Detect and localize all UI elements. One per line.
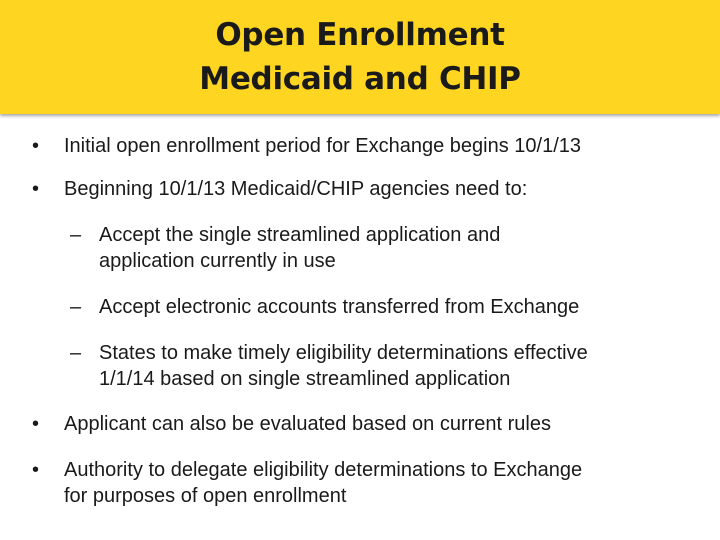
bullet-item-agencies-need-to xyxy=(32,176,527,202)
bullet-marker: • xyxy=(32,459,40,481)
sub-item-accept-application xyxy=(70,222,500,274)
dash-marker: – xyxy=(70,224,82,246)
sub-item-text-line-1: Accept the single streamlined application and xyxy=(99,224,501,246)
bullet-item-current-rules xyxy=(32,411,551,437)
sub-item-accept-electronic-accounts xyxy=(70,294,579,320)
dash-marker: – xyxy=(70,342,82,364)
bullet-text-line-2: for purposes of open enrollment xyxy=(64,485,347,507)
sub-item-timely-determinations xyxy=(70,340,588,392)
bullet-marker: • xyxy=(32,135,40,157)
bullet-text-line-1: Authority to delegate eligibility determinations to Exchange xyxy=(64,459,583,481)
slide-title-line-1: Open Enrollment xyxy=(215,17,505,53)
sub-item-text-line-2: application currently in use xyxy=(99,250,336,272)
bullet-text: Beginning 10/1/13 Medicaid/CHIP agencies need to: xyxy=(64,178,528,200)
bullet-marker: • xyxy=(32,178,40,200)
bullet-text: Initial open enrollment period for Exchange begins 10/1/13 xyxy=(64,135,582,157)
bullet-marker: • xyxy=(32,413,40,435)
bullet-item-open-enrollment-period xyxy=(32,133,581,159)
sub-item-text-line-2: 1/1/14 based on single streamlined application xyxy=(99,368,511,390)
sub-item-text-line-1: Accept electronic accounts transferred from Exchange xyxy=(99,296,580,318)
slide-title-line-2: Medicaid and CHIP xyxy=(199,61,521,97)
bullet-item-delegate-authority xyxy=(32,457,582,509)
bullet-text: Applicant can also be evaluated based on current rules xyxy=(64,413,551,435)
sub-item-text-line-1: States to make timely eligibility determinations effective xyxy=(99,342,588,364)
dash-marker: – xyxy=(70,296,82,318)
